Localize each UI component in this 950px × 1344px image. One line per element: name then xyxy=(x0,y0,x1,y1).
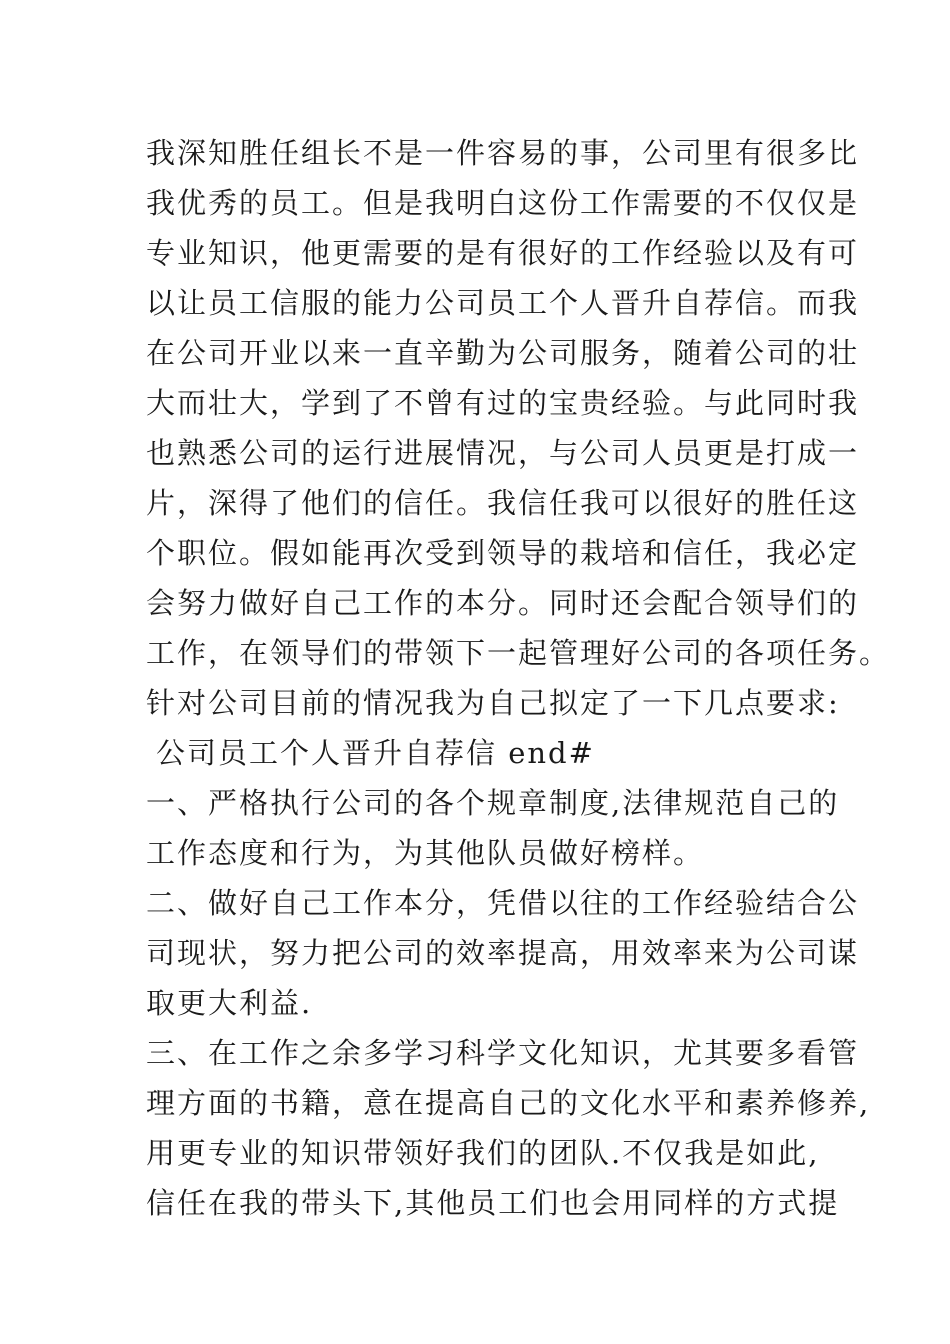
text-line: 个职位。假如能再次受到领导的栽培和信任，我必定 xyxy=(146,536,860,570)
list-item-line: 司现状，努力把公司的效率提高，用效率来为公司谋 xyxy=(146,936,860,970)
text-line: 专业知识，他更需要的是有很好的工作经验以及有可 xyxy=(146,236,860,270)
list-item-line: 信任在我的带头下,其他员工们也会用同样的方式提 xyxy=(146,1186,840,1220)
list-item-line: 用更专业的知识带领好我们的团队.不仅我是如此, xyxy=(146,1136,820,1170)
document-body xyxy=(146,128,891,1228)
text-line: 针对公司目前的情况我为自己拟定了一下几点要求: xyxy=(146,686,840,720)
list-item-line: 一、严格执行公司的各个规章制度,法律规范自己的 xyxy=(146,786,840,820)
list-item-line: 二、做好自己工作本分，凭借以往的工作经验结合公 xyxy=(146,886,860,920)
text-line: 我优秀的员工。但是我明白这份工作需要的不仅仅是 xyxy=(146,186,860,220)
text-line: 大而壮大，学到了不曾有过的宝贵经验。与此同时我 xyxy=(146,386,860,420)
subtitle-line: 公司员工个人晋升自荐信 end# xyxy=(156,736,595,770)
text-line: 在公司开业以来一直辛勤为公司服务，随着公司的壮 xyxy=(146,336,860,370)
list-item-line: 理方面的书籍，意在提高自己的文化水平和素养修养, xyxy=(146,1086,871,1120)
list-item-line: 三、在工作之余多学习科学文化知识，尤其要多看管 xyxy=(146,1036,860,1070)
text-line: 我深知胜任组长不是一件容易的事，公司里有很多比 xyxy=(146,136,860,170)
text-line: 也熟悉公司的运行进展情况，与公司人员更是打成一 xyxy=(146,436,860,470)
list-item-line: 取更大利益. xyxy=(146,986,313,1020)
text-line: 工作，在领导们的带领下一起管理好公司的各项任务。 xyxy=(146,636,891,670)
text-line: 片，深得了他们的信任。我信任我可以很好的胜任这 xyxy=(146,486,860,520)
text-line: 以让员工信服的能力公司员工个人晋升自荐信。而我 xyxy=(146,286,860,320)
text-line: 会努力做好自己工作的本分。同时还会配合领导们的 xyxy=(146,586,860,620)
list-item-line: 工作态度和行为，为其他队员做好榜样。 xyxy=(146,836,705,870)
